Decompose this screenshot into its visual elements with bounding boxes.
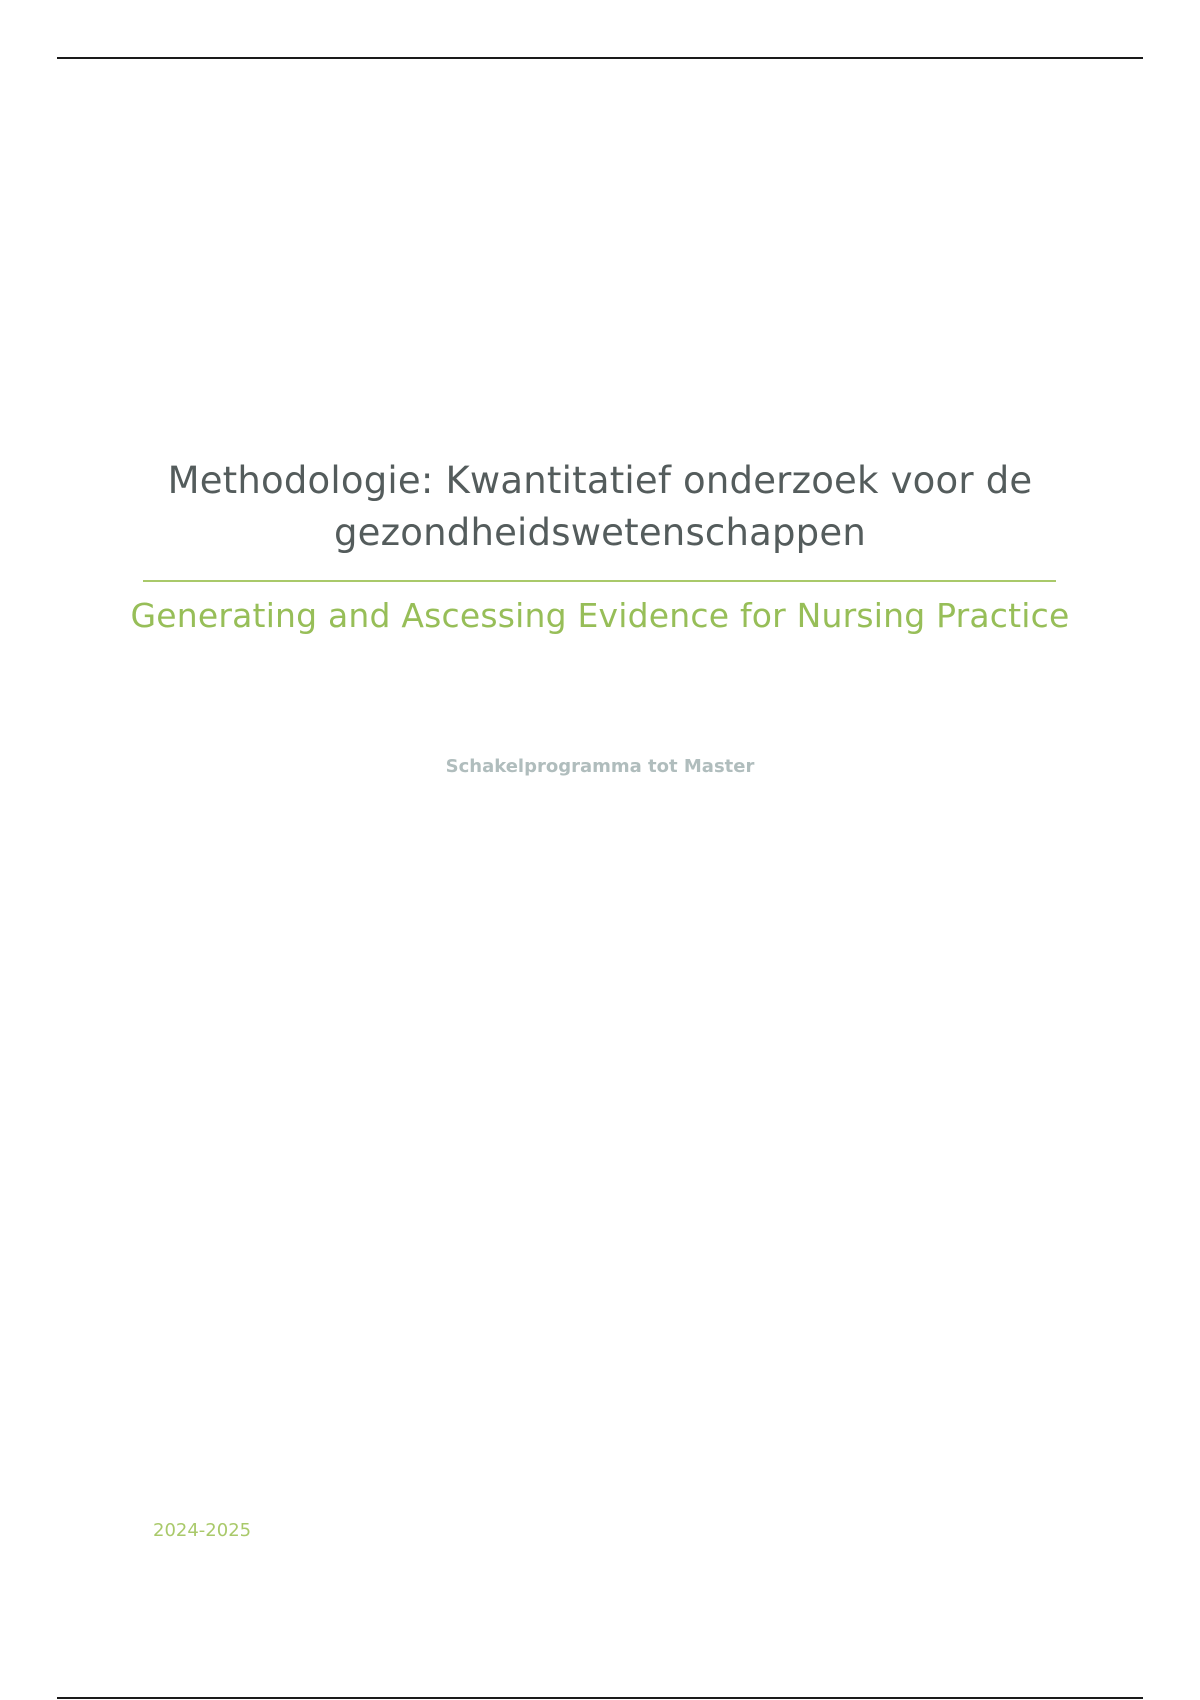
document-title: Methodologie: Kwantitatief onderzoek voor de gezondheidswetenschappen <box>167 459 1033 554</box>
program-name: Schakelprogramma tot Master <box>445 756 755 777</box>
page-bottom-rule <box>57 1697 1143 1699</box>
document-subtitle: Generating and Ascessing Evidence for Nursing Practice <box>130 596 1070 635</box>
academic-year: 2024-2025 <box>153 1520 252 1541</box>
title-divider <box>143 580 1056 582</box>
page-top-rule <box>57 57 1143 59</box>
